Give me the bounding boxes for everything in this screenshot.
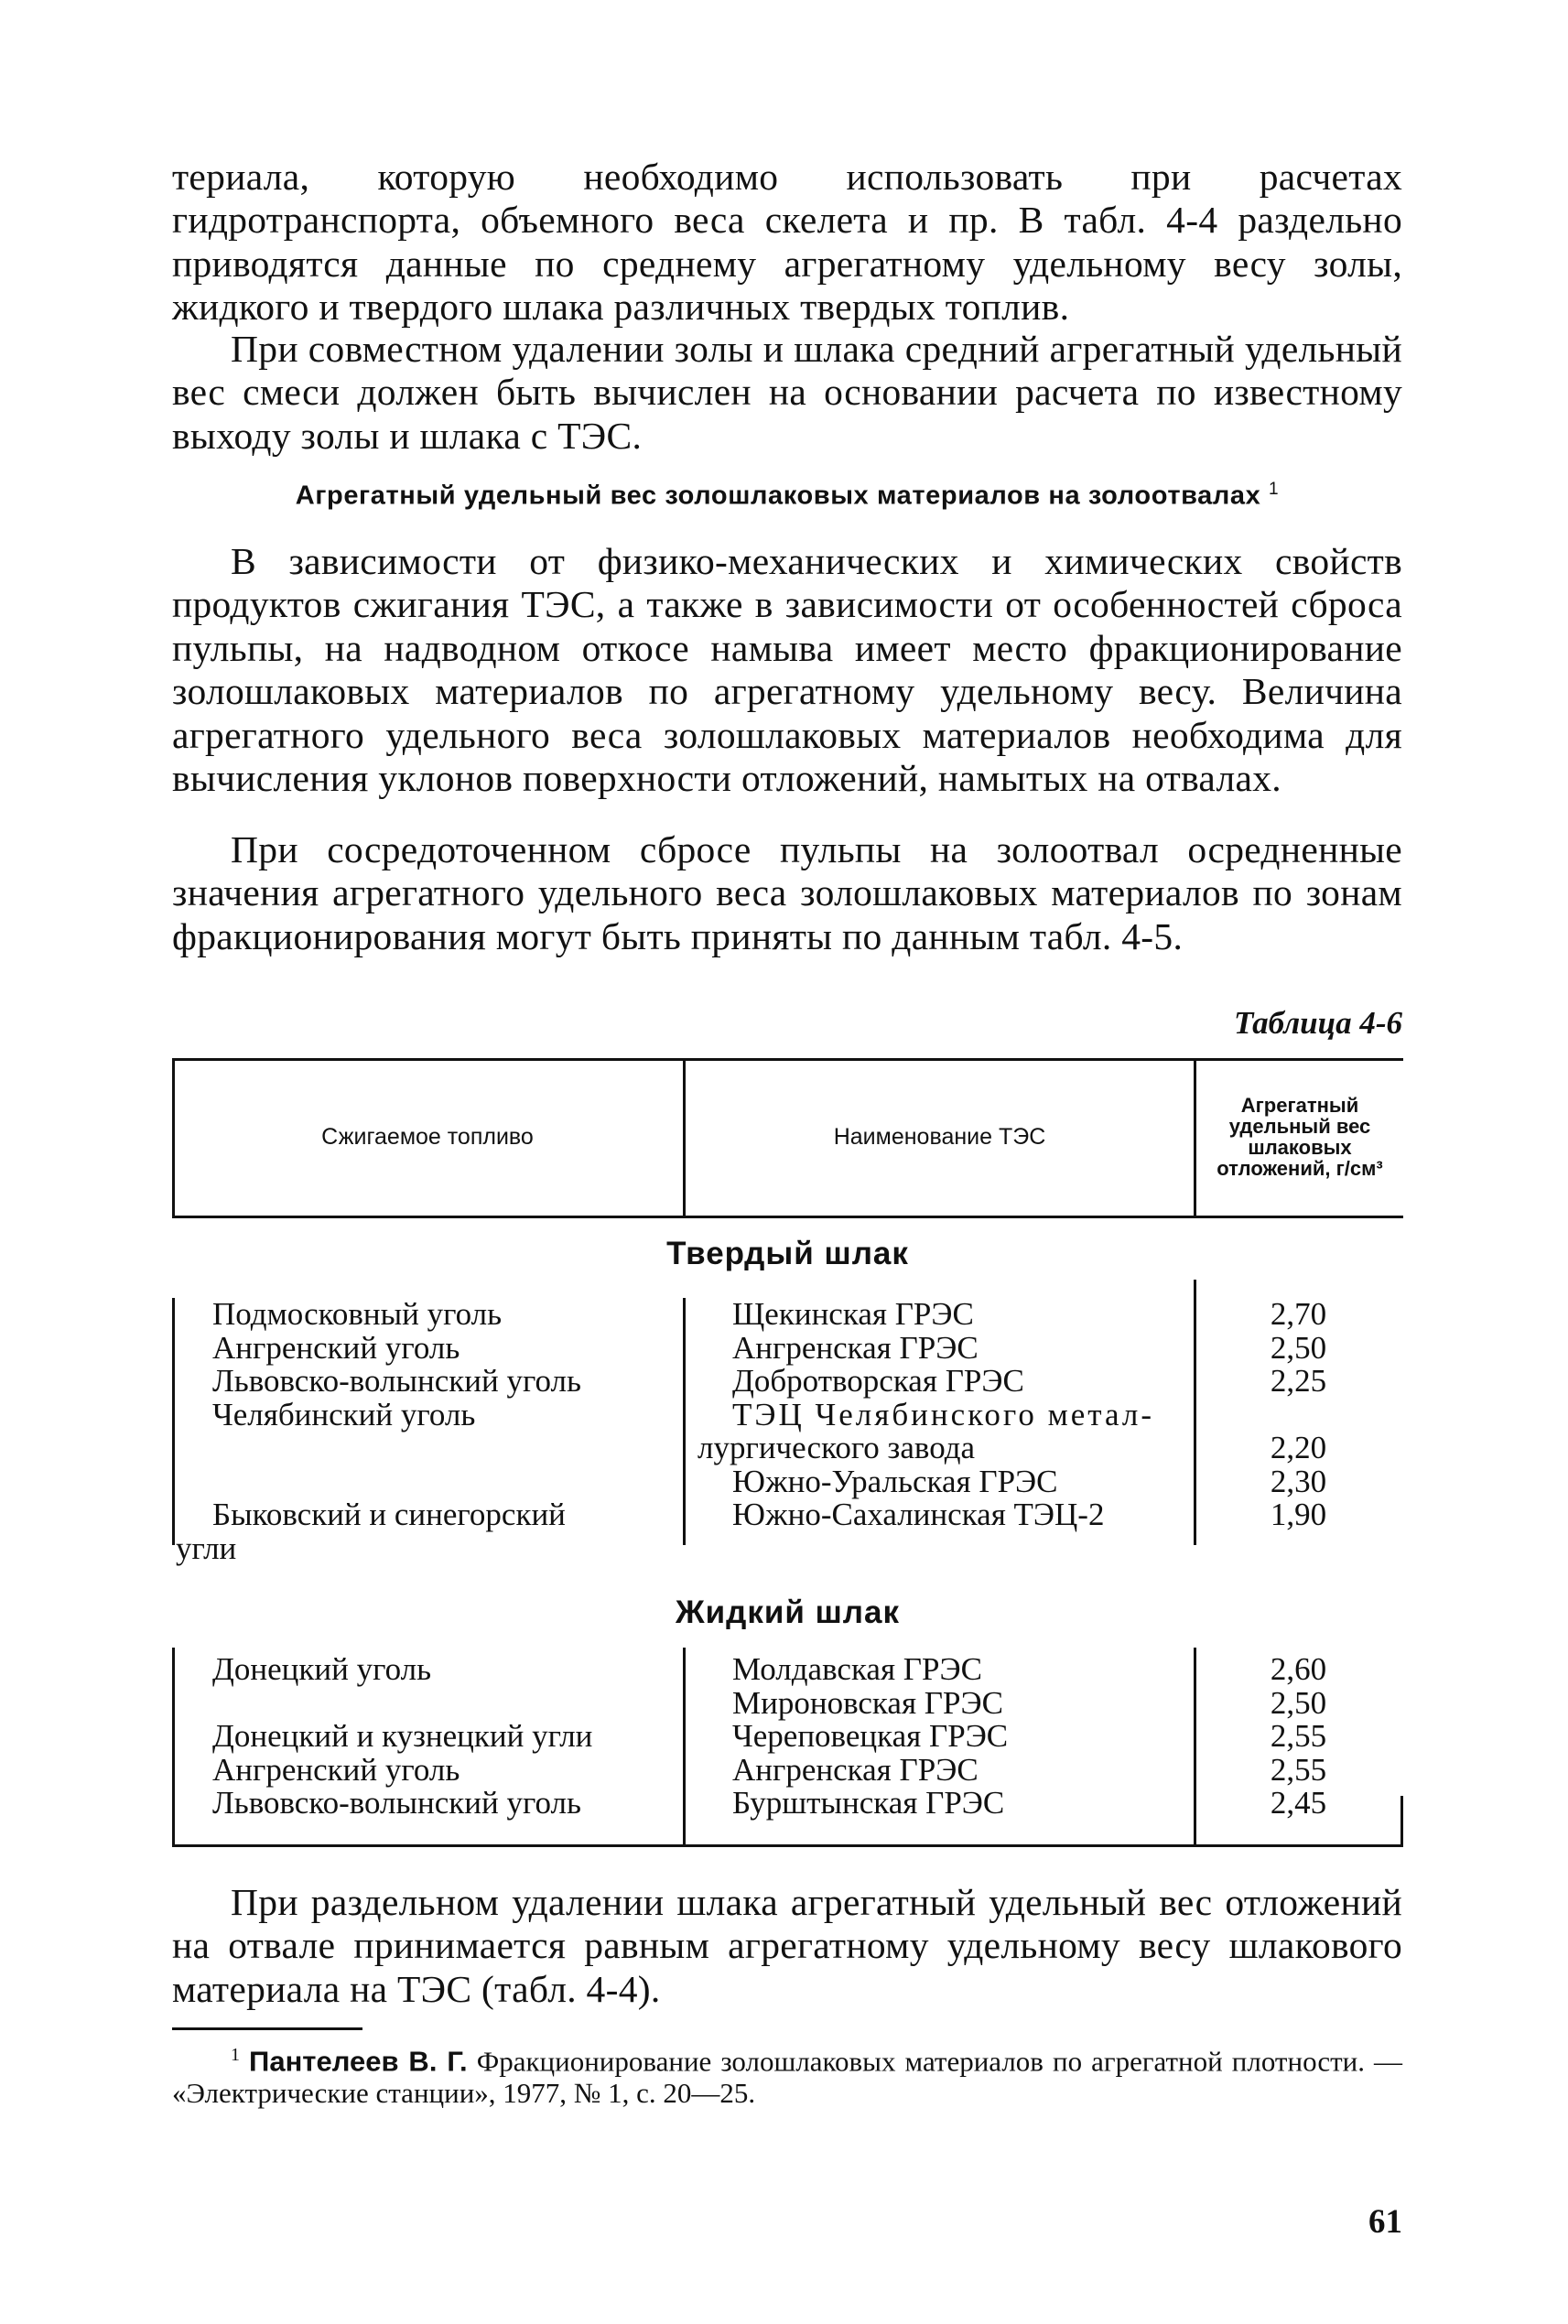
cell-value: 2,55: [1270, 1751, 1327, 1788]
paragraph-2: [172, 328, 1402, 458]
cell-plant: Ангренская ГРЭС: [732, 1751, 979, 1788]
table-row: [172, 1298, 1403, 1332]
cell-fuel: Львовско-волынский уголь: [212, 1785, 581, 1821]
cell-plant: Череповецкая ГРЭС: [732, 1718, 1009, 1754]
cell-fuel: Быковский и синегорский: [212, 1497, 566, 1532]
cell-value: 2,45: [1270, 1785, 1327, 1821]
table-row: [172, 1432, 1403, 1465]
paragraph-3: [172, 540, 1402, 801]
cell-value: 2,70: [1270, 1296, 1327, 1332]
cell-plant: Южно-Сахалинская ТЭЦ-2: [732, 1497, 1105, 1532]
cell-value: 2,50: [1270, 1684, 1327, 1721]
table-row: [172, 1532, 1403, 1566]
cell-plant: Щекинская ГРЭС: [732, 1296, 974, 1332]
paragraph-4-text: При сосредоточенном сбросе пульпы на золоотвал осредненные значения агрегатного удельного веса золошлаковых материалов по зонам фракционирования могут быть приняты по данным табл. 4-5.: [172, 828, 1402, 957]
table-row: [172, 1465, 1403, 1499]
cell-fuel: угли: [176, 1530, 237, 1566]
cell-value: 2,25: [1270, 1363, 1327, 1399]
table-bottom-rule: [172, 1844, 1403, 1847]
paragraph-1-text: териала, которую необходимо использовать при расчетах гидротранспорта, объемного веса скелета и пр. В табл. 4-4 раздельно приводятся данные по среднему агрегатному удельному весу золы, жидкого и твердого шлака различных твердых топлив.: [172, 156, 1402, 329]
group-title-liquid-slag: Жидкий шлак: [675, 1594, 901, 1630]
paragraph-1: [172, 156, 1402, 330]
cell-plant: Южно-Уральская ГРЭС: [732, 1463, 1058, 1499]
cell-fuel: Львовско-волынский уголь: [212, 1363, 581, 1399]
paragraph-3-text: В зависимости от физико-механических и химических свойств продуктов сжигания ТЭС, а также в зависимости от особенностей сброса пульпы, на надводном откосе намыва имеет место фракционирование золошлаковых материалов по агрегатному удельному весу. Величина агрегатного удельного веса золошлаковых материалов необходима для вычисления уклонов поверхности отложений, намытых на отвалах.: [172, 540, 1402, 800]
header-fuel: Сжигаемое топливо: [321, 1123, 534, 1150]
cell-plant: Молдавская ГРЭС: [732, 1651, 982, 1687]
group-rows-liquid-slag: [172, 1653, 1403, 1821]
table-caption: Таблица 4-6: [1233, 1005, 1402, 1041]
cell-fuel: Челябинский уголь: [212, 1396, 476, 1432]
footnote-author: Пантелеев В. Г.: [249, 2045, 468, 2078]
group-title-solid-slag: Твердый шлак: [666, 1236, 909, 1271]
cell-fuel: Донецкий и кузнецкий угли: [212, 1718, 593, 1754]
group-rows-solid-slag: [172, 1298, 1403, 1565]
paragraph-2-text: При совместном удалении золы и шлака средний агрегатный удельный вес смеси должен быть вычислен на основании расчета по известному выходу золы и шлака с ТЭС.: [172, 328, 1402, 457]
cell-plant: ТЭЦ Челябинского метал-: [732, 1396, 1154, 1432]
table-row: [172, 1329, 1403, 1366]
cell-fuel: Ангренский уголь: [212, 1329, 460, 1366]
cell-value: 2,50: [1270, 1329, 1327, 1366]
footnote-text: Фракционирование золошлаковых материалов по агрегатной плотности. — «Электрические станции», 1977, № 1, с. 20—25.: [172, 2045, 1403, 2110]
cell-plant: Мироновская ГРЭС: [732, 1684, 1003, 1721]
cell-fuel: Ангренский уголь: [212, 1751, 460, 1788]
table-row: [172, 1653, 1403, 1687]
paragraph-5: [172, 1881, 1402, 2011]
paragraph-4: [172, 828, 1402, 958]
page-number: 61: [1368, 2203, 1402, 2241]
cell-fuel: Донецкий уголь: [212, 1651, 432, 1687]
paragraph-5-text: При раздельном удалении шлака агрегатный удельный вес отложений на отвале принимается равным агрегатному удельному весу шлакового материала на ТЭС (табл. 4-4).: [172, 1881, 1402, 2010]
cell-value: 2,20: [1270, 1430, 1327, 1465]
footnote-mark: 1: [231, 2045, 240, 2065]
cell-value: 2,60: [1270, 1651, 1327, 1687]
cell-plant: лургического завода: [697, 1430, 976, 1465]
cell-plant: Добротворская ГРЭС: [732, 1363, 1024, 1399]
table-row: [172, 1365, 1403, 1399]
table-row: [172, 1751, 1403, 1788]
cell-plant: Бурштынская ГРЭС: [732, 1785, 1005, 1821]
cell-fuel: Подмосковный уголь: [212, 1296, 503, 1332]
footnote: [172, 2045, 1402, 2110]
table-row: [172, 1684, 1403, 1721]
cell-plant: Ангренская ГРЭС: [732, 1329, 979, 1366]
table-row: [172, 1720, 1403, 1754]
cell-value: 2,30: [1270, 1463, 1327, 1499]
section-heading-footnote-mark: 1: [1269, 480, 1280, 499]
table-row: [172, 1498, 1403, 1532]
header-plant: Наименование ТЭС: [833, 1123, 1046, 1150]
table-row: [172, 1396, 1403, 1432]
cell-value: 2,55: [1270, 1718, 1327, 1754]
table-row: [172, 1787, 1403, 1821]
section-heading: [172, 480, 1402, 512]
header-density: Агрегатный удельный вес шлаковых отложений, г/см³: [1217, 1093, 1383, 1181]
footnote-rule: [172, 2027, 362, 2030]
section-heading-text: Агрегатный удельный вес золошлаковых материалов на золоотвалах: [295, 481, 1261, 511]
data-table: [172, 1058, 1403, 1847]
table-header-rule: [172, 1216, 1403, 1218]
cell-value: 1,90: [1270, 1497, 1327, 1532]
